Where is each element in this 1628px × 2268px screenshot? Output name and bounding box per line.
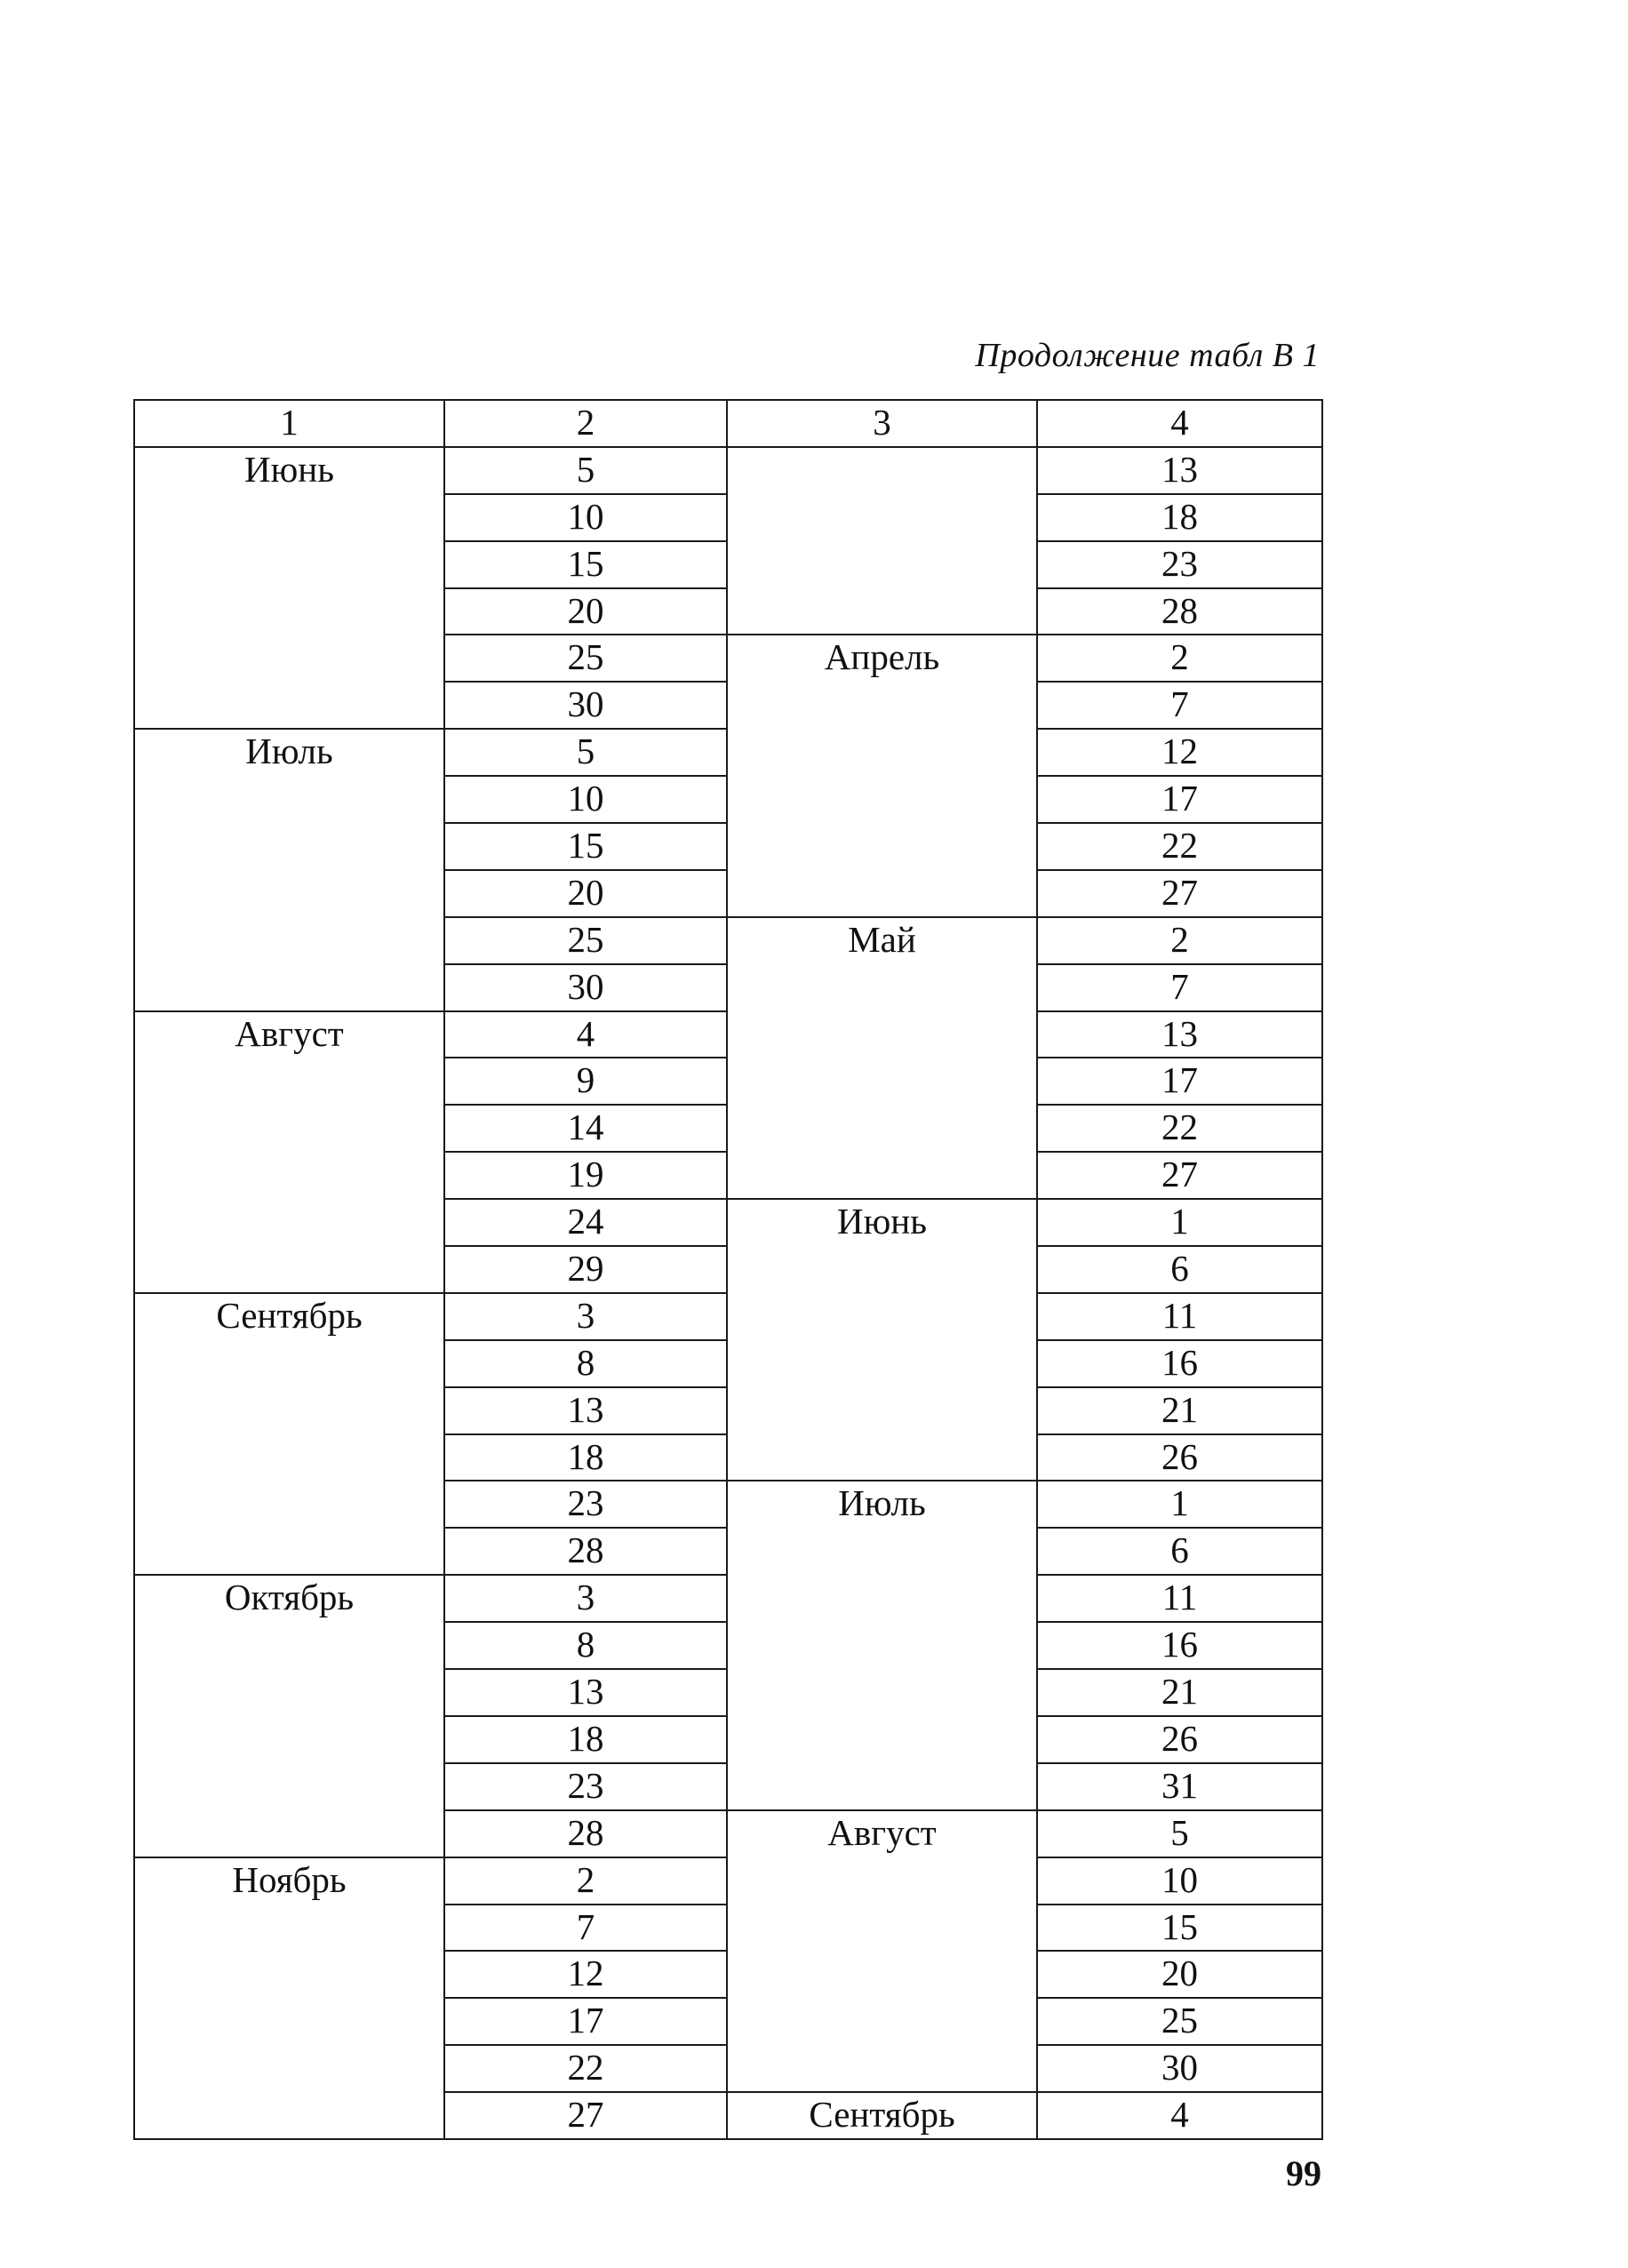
- day-cell-col4: 13: [1037, 1011, 1322, 1058]
- day-cell-col2: 5: [444, 729, 727, 776]
- day-cell-col2: 5: [444, 447, 727, 494]
- day-cell-col4: 1: [1037, 1481, 1322, 1528]
- header-cell-4: 4: [1037, 400, 1322, 447]
- header-cell-3: 3: [727, 400, 1037, 447]
- day-cell-col4: 16: [1037, 1340, 1322, 1387]
- header-cell-2: 2: [444, 400, 727, 447]
- day-cell-col4: 5: [1037, 1810, 1322, 1857]
- month-cell-col3: [727, 447, 1037, 635]
- day-cell-col4: 10: [1037, 1857, 1322, 1905]
- day-cell-col4: 20: [1037, 1951, 1322, 1998]
- day-cell-col2: 29: [444, 1246, 727, 1293]
- day-cell-col2: 13: [444, 1387, 727, 1434]
- table-header-row: [134, 400, 1322, 447]
- day-cell-col2: 14: [444, 1105, 727, 1152]
- day-cell-col2: 10: [444, 494, 727, 541]
- day-cell-col4: 13: [1037, 447, 1322, 494]
- day-cell-col4: 26: [1037, 1716, 1322, 1763]
- day-cell-col2: 27: [444, 2092, 727, 2139]
- day-cell-col4: 4: [1037, 2092, 1322, 2139]
- day-cell-col4: 11: [1037, 1293, 1322, 1340]
- day-cell-col2: 7: [444, 1905, 727, 1952]
- day-cell-col4: 25: [1037, 1998, 1322, 2045]
- month-cell-col1: Октябрь: [134, 1575, 444, 1857]
- day-cell-col2: 18: [444, 1716, 727, 1763]
- day-cell-col2: 15: [444, 541, 727, 588]
- day-cell-col4: 27: [1037, 870, 1322, 917]
- day-cell-col4: 15: [1037, 1905, 1322, 1952]
- day-cell-col4: 22: [1037, 823, 1322, 870]
- day-cell-col2: 8: [444, 1622, 727, 1669]
- day-cell-col4: 16: [1037, 1622, 1322, 1669]
- month-cell-col1: Ноябрь: [134, 1857, 444, 2139]
- day-cell-col4: 17: [1037, 776, 1322, 823]
- day-cell-col4: 6: [1037, 1528, 1322, 1575]
- day-cell-col2: 19: [444, 1152, 727, 1199]
- header-cell-1: 1: [134, 400, 444, 447]
- day-cell-col2: 28: [444, 1810, 727, 1857]
- table-row: [134, 447, 1322, 494]
- month-cell-col3: Апрель: [727, 635, 1037, 916]
- day-cell-col2: 25: [444, 917, 727, 964]
- day-cell-col4: 31: [1037, 1763, 1322, 1810]
- day-cell-col2: 20: [444, 870, 727, 917]
- day-cell-col2: 4: [444, 1011, 727, 1058]
- day-cell-col2: 2: [444, 1857, 727, 1905]
- day-cell-col4: 23: [1037, 541, 1322, 588]
- day-cell-col2: 18: [444, 1434, 727, 1481]
- month-cell-col1: Июль: [134, 729, 444, 1010]
- month-cell-col1: Июнь: [134, 447, 444, 729]
- month-cell-col1: Август: [134, 1011, 444, 1293]
- page-number: 99: [1286, 2153, 1321, 2193]
- day-cell-col2: 9: [444, 1058, 727, 1105]
- day-cell-col4: 1: [1037, 1199, 1322, 1246]
- day-cell-col2: 20: [444, 588, 727, 635]
- day-cell-col4: 30: [1037, 2045, 1322, 2092]
- day-cell-col2: 8: [444, 1340, 727, 1387]
- day-cell-col2: 28: [444, 1528, 727, 1575]
- schedule-table-body: [134, 400, 1322, 2139]
- day-cell-col4: 11: [1037, 1575, 1322, 1622]
- day-cell-col2: 3: [444, 1575, 727, 1622]
- schedule-table: [133, 399, 1323, 2140]
- day-cell-col2: 25: [444, 635, 727, 682]
- day-cell-col2: 23: [444, 1481, 727, 1528]
- day-cell-col4: 7: [1037, 964, 1322, 1011]
- day-cell-col2: 22: [444, 2045, 727, 2092]
- month-cell-col3: Август: [727, 1810, 1037, 2092]
- day-cell-col2: 24: [444, 1199, 727, 1246]
- day-cell-col4: 21: [1037, 1387, 1322, 1434]
- day-cell-col2: 15: [444, 823, 727, 870]
- day-cell-col4: 21: [1037, 1669, 1322, 1716]
- day-cell-col2: 13: [444, 1669, 727, 1716]
- day-cell-col4: 18: [1037, 494, 1322, 541]
- month-cell-col3: Июль: [727, 1481, 1037, 1809]
- day-cell-col4: 12: [1037, 729, 1322, 776]
- day-cell-col4: 28: [1037, 588, 1322, 635]
- day-cell-col4: 7: [1037, 682, 1322, 729]
- day-cell-col2: 10: [444, 776, 727, 823]
- day-cell-col4: 2: [1037, 635, 1322, 682]
- day-cell-col2: 3: [444, 1293, 727, 1340]
- month-cell-col3: Сентябрь: [727, 2092, 1037, 2139]
- month-cell-col3: Июнь: [727, 1199, 1037, 1481]
- day-cell-col4: 22: [1037, 1105, 1322, 1152]
- table-continuation-caption: Продолжение табл В 1: [975, 337, 1320, 374]
- day-cell-col4: 17: [1037, 1058, 1322, 1105]
- day-cell-col4: 2: [1037, 917, 1322, 964]
- day-cell-col2: 30: [444, 682, 727, 729]
- month-cell-col1: Сентябрь: [134, 1293, 444, 1575]
- month-cell-col3: Май: [727, 917, 1037, 1199]
- day-cell-col2: 12: [444, 1951, 727, 1998]
- day-cell-col2: 17: [444, 1998, 727, 2045]
- day-cell-col4: 27: [1037, 1152, 1322, 1199]
- day-cell-col4: 6: [1037, 1246, 1322, 1293]
- day-cell-col4: 26: [1037, 1434, 1322, 1481]
- day-cell-col2: 23: [444, 1763, 727, 1810]
- day-cell-col2: 30: [444, 964, 727, 1011]
